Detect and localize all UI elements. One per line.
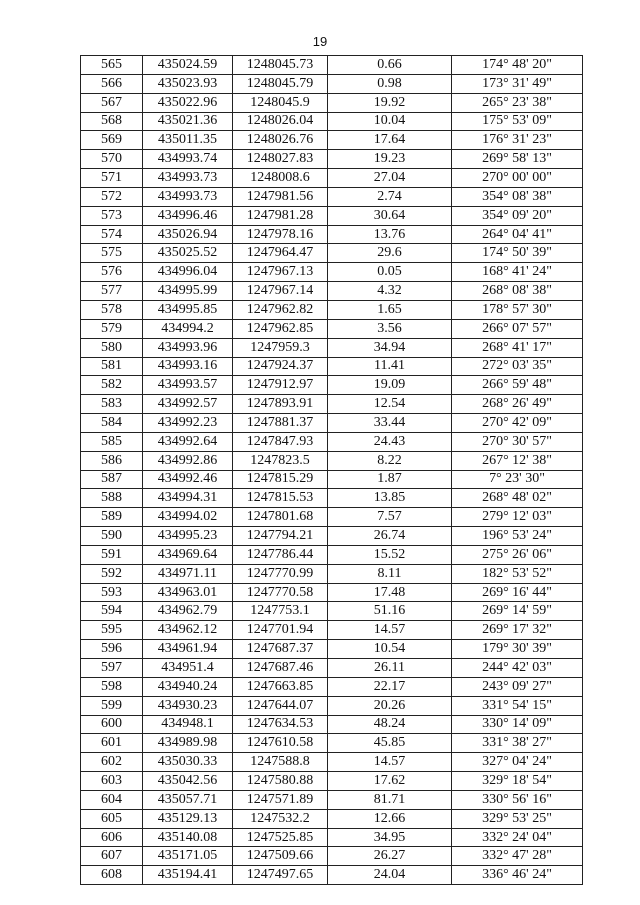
point-number-cell: 584: [81, 414, 143, 433]
bearing-cell: 270° 30' 57": [452, 432, 583, 451]
bearing-cell: 268° 48' 02": [452, 489, 583, 508]
point-number-cell: 585: [81, 432, 143, 451]
table-row: [81, 376, 583, 395]
point-number-cell: 595: [81, 621, 143, 640]
distance-cell: 19.09: [328, 376, 452, 395]
distance-cell: 13.76: [328, 225, 452, 244]
y-coordinate-cell: 1248026.76: [233, 131, 328, 150]
y-coordinate-cell: 1247815.29: [233, 470, 328, 489]
point-number-cell: 597: [81, 659, 143, 678]
bearing-cell: 269° 58' 13": [452, 150, 583, 169]
bearing-cell: 243° 09' 27": [452, 677, 583, 696]
x-coordinate-cell: 434994.02: [143, 508, 233, 527]
table-row: [81, 74, 583, 93]
bearing-cell: 178° 57' 30": [452, 300, 583, 319]
table-row: [81, 734, 583, 753]
point-number-cell: 587: [81, 470, 143, 489]
bearing-cell: 329° 53' 25": [452, 809, 583, 828]
distance-cell: 7.57: [328, 508, 452, 527]
x-coordinate-cell: 434992.23: [143, 414, 233, 433]
x-coordinate-cell: 434996.46: [143, 206, 233, 225]
x-coordinate-cell: 435025.52: [143, 244, 233, 263]
y-coordinate-cell: 1247610.58: [233, 734, 328, 753]
table-row: [81, 319, 583, 338]
bearing-cell: 174° 48' 20": [452, 56, 583, 75]
bearing-cell: 266° 59' 48": [452, 376, 583, 395]
point-number-cell: 596: [81, 640, 143, 659]
table-row: [81, 169, 583, 188]
y-coordinate-cell: 1247509.66: [233, 847, 328, 866]
table-row: [81, 677, 583, 696]
x-coordinate-cell: 435024.59: [143, 56, 233, 75]
x-coordinate-cell: 434962.79: [143, 602, 233, 621]
bearing-cell: 7° 23' 30": [452, 470, 583, 489]
point-number-cell: 600: [81, 715, 143, 734]
bearing-cell: 279° 12' 03": [452, 508, 583, 527]
table-row: [81, 300, 583, 319]
x-coordinate-cell: 434996.04: [143, 263, 233, 282]
bearing-cell: 336° 46' 24": [452, 866, 583, 885]
bearing-cell: 244° 42' 03": [452, 659, 583, 678]
point-number-cell: 567: [81, 93, 143, 112]
distance-cell: 2.74: [328, 187, 452, 206]
y-coordinate-cell: 1247532.2: [233, 809, 328, 828]
point-number-cell: 565: [81, 56, 143, 75]
bearing-cell: 196° 53' 24": [452, 527, 583, 546]
table-row: [81, 659, 583, 678]
x-coordinate-cell: 435011.35: [143, 131, 233, 150]
y-coordinate-cell: 1248045.73: [233, 56, 328, 75]
point-number-cell: 599: [81, 696, 143, 715]
y-coordinate-cell: 1248027.83: [233, 150, 328, 169]
table-row: [81, 715, 583, 734]
x-coordinate-cell: 434963.01: [143, 583, 233, 602]
y-coordinate-cell: 1247701.94: [233, 621, 328, 640]
table-row: [81, 263, 583, 282]
bearing-cell: 332° 47' 28": [452, 847, 583, 866]
y-coordinate-cell: 1247962.85: [233, 319, 328, 338]
x-coordinate-cell: 434951.4: [143, 659, 233, 678]
bearing-cell: 331° 38' 27": [452, 734, 583, 753]
y-coordinate-cell: 1247893.91: [233, 395, 328, 414]
distance-cell: 4.32: [328, 282, 452, 301]
bearing-cell: 267° 12' 38": [452, 451, 583, 470]
table-row: [81, 432, 583, 451]
y-coordinate-cell: 1247912.97: [233, 376, 328, 395]
table-row: [81, 414, 583, 433]
table-row: [81, 206, 583, 225]
distance-cell: 11.41: [328, 357, 452, 376]
bearing-cell: 266° 07' 57": [452, 319, 583, 338]
table-row: [81, 112, 583, 131]
x-coordinate-cell: 434993.74: [143, 150, 233, 169]
table-row: [81, 470, 583, 489]
y-coordinate-cell: 1248008.6: [233, 169, 328, 188]
x-coordinate-cell: 434969.64: [143, 545, 233, 564]
table-row: [81, 93, 583, 112]
point-number-cell: 592: [81, 564, 143, 583]
distance-cell: 19.92: [328, 93, 452, 112]
x-coordinate-cell: 434992.64: [143, 432, 233, 451]
x-coordinate-cell: 434989.98: [143, 734, 233, 753]
y-coordinate-cell: 1247497.65: [233, 866, 328, 885]
distance-cell: 1.65: [328, 300, 452, 319]
table-row: [81, 131, 583, 150]
y-coordinate-cell: 1247964.47: [233, 244, 328, 263]
distance-cell: 81.71: [328, 790, 452, 809]
point-number-cell: 580: [81, 338, 143, 357]
coordinates-table: [80, 55, 583, 885]
y-coordinate-cell: 1248045.79: [233, 74, 328, 93]
bearing-cell: 269° 16' 44": [452, 583, 583, 602]
point-number-cell: 581: [81, 357, 143, 376]
table-row: [81, 847, 583, 866]
table-row: [81, 790, 583, 809]
y-coordinate-cell: 1248045.9: [233, 93, 328, 112]
distance-cell: 45.85: [328, 734, 452, 753]
point-number-cell: 586: [81, 451, 143, 470]
y-coordinate-cell: 1247847.93: [233, 432, 328, 451]
table-row: [81, 150, 583, 169]
x-coordinate-cell: 434993.73: [143, 169, 233, 188]
table-row: [81, 809, 583, 828]
distance-cell: 0.66: [328, 56, 452, 75]
point-number-cell: 574: [81, 225, 143, 244]
y-coordinate-cell: 1247981.56: [233, 187, 328, 206]
distance-cell: 30.64: [328, 206, 452, 225]
x-coordinate-cell: 434995.99: [143, 282, 233, 301]
x-coordinate-cell: 434993.57: [143, 376, 233, 395]
distance-cell: 17.62: [328, 772, 452, 791]
table-row: [81, 545, 583, 564]
bearing-cell: 272° 03' 35": [452, 357, 583, 376]
distance-cell: 33.44: [328, 414, 452, 433]
distance-cell: 27.04: [328, 169, 452, 188]
y-coordinate-cell: 1247644.07: [233, 696, 328, 715]
table-row: [81, 225, 583, 244]
table-row: [81, 282, 583, 301]
distance-cell: 19.23: [328, 150, 452, 169]
bearing-cell: 173° 31' 49": [452, 74, 583, 93]
point-number-cell: 577: [81, 282, 143, 301]
x-coordinate-cell: 434930.23: [143, 696, 233, 715]
point-number-cell: 588: [81, 489, 143, 508]
bearing-cell: 331° 54' 15": [452, 696, 583, 715]
x-coordinate-cell: 435057.71: [143, 790, 233, 809]
x-coordinate-cell: 434962.12: [143, 621, 233, 640]
point-number-cell: 583: [81, 395, 143, 414]
bearing-cell: 268° 26' 49": [452, 395, 583, 414]
x-coordinate-cell: 434994.2: [143, 319, 233, 338]
point-number-cell: 589: [81, 508, 143, 527]
distance-cell: 8.11: [328, 564, 452, 583]
x-coordinate-cell: 435030.33: [143, 753, 233, 772]
point-number-cell: 606: [81, 828, 143, 847]
distance-cell: 51.16: [328, 602, 452, 621]
x-coordinate-cell: 434994.31: [143, 489, 233, 508]
point-number-cell: 568: [81, 112, 143, 131]
y-coordinate-cell: 1247801.68: [233, 508, 328, 527]
bearing-cell: 264° 04' 41": [452, 225, 583, 244]
point-number-cell: 607: [81, 847, 143, 866]
point-number-cell: 602: [81, 753, 143, 772]
table-row: [81, 564, 583, 583]
bearing-cell: 332° 24' 04": [452, 828, 583, 847]
point-number-cell: 571: [81, 169, 143, 188]
y-coordinate-cell: 1247794.21: [233, 527, 328, 546]
distance-cell: 24.04: [328, 866, 452, 885]
y-coordinate-cell: 1247634.53: [233, 715, 328, 734]
bearing-cell: 327° 04' 24": [452, 753, 583, 772]
point-number-cell: 566: [81, 74, 143, 93]
point-number-cell: 570: [81, 150, 143, 169]
bearing-cell: 269° 14' 59": [452, 602, 583, 621]
table-row: [81, 696, 583, 715]
table-row: [81, 753, 583, 772]
distance-cell: 15.52: [328, 545, 452, 564]
point-number-cell: 608: [81, 866, 143, 885]
x-coordinate-cell: 435042.56: [143, 772, 233, 791]
bearing-cell: 175° 53' 09": [452, 112, 583, 131]
x-coordinate-cell: 434992.57: [143, 395, 233, 414]
x-coordinate-cell: 434995.85: [143, 300, 233, 319]
y-coordinate-cell: 1247786.44: [233, 545, 328, 564]
x-coordinate-cell: 435194.41: [143, 866, 233, 885]
x-coordinate-cell: 434961.94: [143, 640, 233, 659]
x-coordinate-cell: 435022.96: [143, 93, 233, 112]
table-row: [81, 621, 583, 640]
y-coordinate-cell: 1247815.53: [233, 489, 328, 508]
table-row: [81, 828, 583, 847]
distance-cell: 17.64: [328, 131, 452, 150]
table-row: [81, 772, 583, 791]
table-row: [81, 451, 583, 470]
table-row: [81, 866, 583, 885]
point-number-cell: 569: [81, 131, 143, 150]
distance-cell: 8.22: [328, 451, 452, 470]
bearing-cell: 330° 56' 16": [452, 790, 583, 809]
distance-cell: 3.56: [328, 319, 452, 338]
x-coordinate-cell: 434948.1: [143, 715, 233, 734]
bearing-cell: 275° 26' 06": [452, 545, 583, 564]
distance-cell: 34.94: [328, 338, 452, 357]
y-coordinate-cell: 1247770.99: [233, 564, 328, 583]
x-coordinate-cell: 435021.36: [143, 112, 233, 131]
bearing-cell: 265° 23' 38": [452, 93, 583, 112]
coordinates-table-body: [81, 56, 583, 885]
y-coordinate-cell: 1247967.14: [233, 282, 328, 301]
table-row: [81, 395, 583, 414]
bearing-cell: 354° 09' 20": [452, 206, 583, 225]
table-row: [81, 583, 583, 602]
y-coordinate-cell: 1247962.82: [233, 300, 328, 319]
distance-cell: 17.48: [328, 583, 452, 602]
table-row: [81, 602, 583, 621]
distance-cell: 20.26: [328, 696, 452, 715]
y-coordinate-cell: 1247580.88: [233, 772, 328, 791]
x-coordinate-cell: 434992.46: [143, 470, 233, 489]
bearing-cell: 268° 08' 38": [452, 282, 583, 301]
bearing-cell: 168° 41' 24": [452, 263, 583, 282]
point-number-cell: 578: [81, 300, 143, 319]
y-coordinate-cell: 1247959.3: [233, 338, 328, 357]
distance-cell: 26.74: [328, 527, 452, 546]
distance-cell: 14.57: [328, 753, 452, 772]
y-coordinate-cell: 1247823.5: [233, 451, 328, 470]
point-number-cell: 590: [81, 527, 143, 546]
distance-cell: 0.05: [328, 263, 452, 282]
point-number-cell: 576: [81, 263, 143, 282]
y-coordinate-cell: 1247687.37: [233, 640, 328, 659]
x-coordinate-cell: 434971.11: [143, 564, 233, 583]
distance-cell: 29.6: [328, 244, 452, 263]
table-row: [81, 338, 583, 357]
y-coordinate-cell: 1247571.89: [233, 790, 328, 809]
distance-cell: 12.54: [328, 395, 452, 414]
x-coordinate-cell: 434940.24: [143, 677, 233, 696]
y-coordinate-cell: 1247978.16: [233, 225, 328, 244]
point-number-cell: 594: [81, 602, 143, 621]
point-number-cell: 603: [81, 772, 143, 791]
distance-cell: 48.24: [328, 715, 452, 734]
y-coordinate-cell: 1247924.37: [233, 357, 328, 376]
table-row: [81, 489, 583, 508]
x-coordinate-cell: 434992.86: [143, 451, 233, 470]
bearing-cell: 182° 53' 52": [452, 564, 583, 583]
distance-cell: 0.98: [328, 74, 452, 93]
x-coordinate-cell: 435129.13: [143, 809, 233, 828]
table-row: [81, 187, 583, 206]
x-coordinate-cell: 434995.23: [143, 527, 233, 546]
x-coordinate-cell: 435140.08: [143, 828, 233, 847]
bearing-cell: 174° 50' 39": [452, 244, 583, 263]
bearing-cell: 330° 14' 09": [452, 715, 583, 734]
point-number-cell: 601: [81, 734, 143, 753]
distance-cell: 26.11: [328, 659, 452, 678]
y-coordinate-cell: 1247881.37: [233, 414, 328, 433]
point-number-cell: 598: [81, 677, 143, 696]
table-row: [81, 640, 583, 659]
distance-cell: 13.85: [328, 489, 452, 508]
point-number-cell: 605: [81, 809, 143, 828]
x-coordinate-cell: 434993.96: [143, 338, 233, 357]
point-number-cell: 591: [81, 545, 143, 564]
point-number-cell: 604: [81, 790, 143, 809]
point-number-cell: 572: [81, 187, 143, 206]
point-number-cell: 575: [81, 244, 143, 263]
distance-cell: 34.95: [328, 828, 452, 847]
distance-cell: 1.87: [328, 470, 452, 489]
point-number-cell: 573: [81, 206, 143, 225]
table-row: [81, 508, 583, 527]
x-coordinate-cell: 434993.73: [143, 187, 233, 206]
y-coordinate-cell: 1247525.85: [233, 828, 328, 847]
point-number-cell: 593: [81, 583, 143, 602]
x-coordinate-cell: 435026.94: [143, 225, 233, 244]
distance-cell: 10.54: [328, 640, 452, 659]
distance-cell: 12.66: [328, 809, 452, 828]
y-coordinate-cell: 1248026.04: [233, 112, 328, 131]
x-coordinate-cell: 435171.05: [143, 847, 233, 866]
bearing-cell: 270° 42' 09": [452, 414, 583, 433]
table-row: [81, 244, 583, 263]
bearing-cell: 179° 30' 39": [452, 640, 583, 659]
distance-cell: 14.57: [328, 621, 452, 640]
point-number-cell: 582: [81, 376, 143, 395]
distance-cell: 24.43: [328, 432, 452, 451]
distance-cell: 10.04: [328, 112, 452, 131]
y-coordinate-cell: 1247588.8: [233, 753, 328, 772]
y-coordinate-cell: 1247687.46: [233, 659, 328, 678]
x-coordinate-cell: 434993.16: [143, 357, 233, 376]
page-number: 19: [312, 34, 328, 49]
y-coordinate-cell: 1247753.1: [233, 602, 328, 621]
y-coordinate-cell: 1247663.85: [233, 677, 328, 696]
distance-cell: 22.17: [328, 677, 452, 696]
y-coordinate-cell: 1247770.58: [233, 583, 328, 602]
y-coordinate-cell: 1247981.28: [233, 206, 328, 225]
bearing-cell: 270° 00' 00": [452, 169, 583, 188]
x-coordinate-cell: 435023.93: [143, 74, 233, 93]
bearing-cell: 354° 08' 38": [452, 187, 583, 206]
point-number-cell: 579: [81, 319, 143, 338]
bearing-cell: 329° 18' 54": [452, 772, 583, 791]
y-coordinate-cell: 1247967.13: [233, 263, 328, 282]
distance-cell: 26.27: [328, 847, 452, 866]
bearing-cell: 268° 41' 17": [452, 338, 583, 357]
bearing-cell: 176° 31' 23": [452, 131, 583, 150]
bearing-cell: 269° 17' 32": [452, 621, 583, 640]
table-row: [81, 357, 583, 376]
table-row: [81, 527, 583, 546]
table-row: [81, 56, 583, 75]
